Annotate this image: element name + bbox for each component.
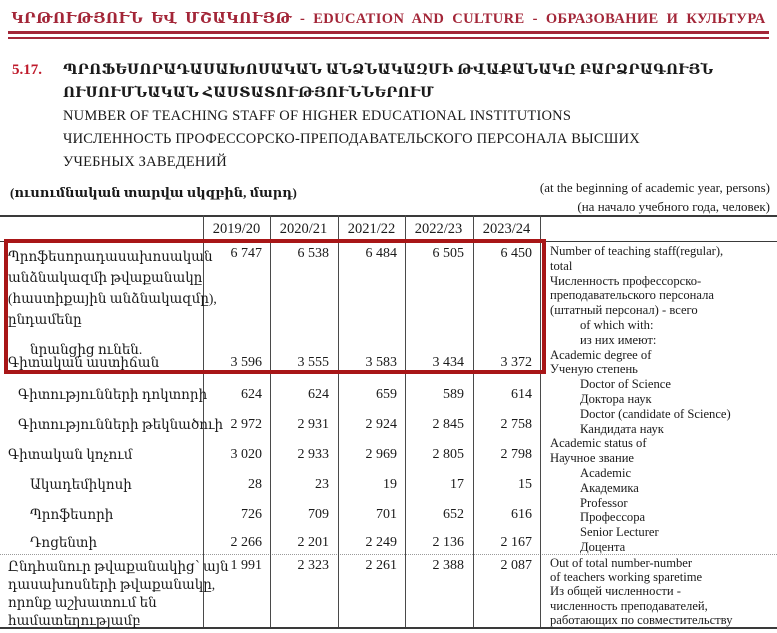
row-label <box>8 558 229 630</box>
desc-line: Академика <box>580 480 639 495</box>
cell-value: 23 <box>315 477 329 492</box>
desc-line: работающих по совместительству <box>550 612 733 627</box>
row-label-line: անձնակազմի թվաքանակը <box>8 270 203 285</box>
cell-value: 659 <box>376 387 397 402</box>
desc-line: Doctor (candidate of Science) <box>580 406 731 421</box>
cell-value: 6 484 <box>365 246 397 261</box>
cell-value: 652 <box>443 507 464 522</box>
desc-line: Doctor of Science <box>580 377 671 392</box>
row-label-line: Պրոֆեսորադասախոսական <box>8 249 213 264</box>
row-label-line: (հաստիքային անձնակազմը), <box>8 291 217 306</box>
row-label: Ակադեմիկոսի <box>30 477 132 492</box>
cell-value: 6 538 <box>297 246 329 261</box>
cell-value: 2 167 <box>500 535 532 550</box>
cell-value: 3 555 <box>297 355 329 370</box>
cell-value: 2 798 <box>500 447 532 462</box>
cell-value: 614 <box>511 387 532 402</box>
desc-line: преподавательского персонала <box>550 288 714 303</box>
desc-line: Ученую степень <box>550 362 638 377</box>
title-russian-line1: ЧИСЛЕННОСТЬ ПРОФЕССОРСКО-ПРЕПОДАВАТЕЛЬСКОГО ПЕРСОНАЛА ВЫСШИХ <box>63 131 640 147</box>
cell-value: 2 261 <box>365 558 397 573</box>
cell-value: 2 266 <box>230 535 262 550</box>
desc-line: Доктора наук <box>580 391 652 406</box>
desc-line: Научное звание <box>550 451 635 466</box>
row-label-line: համատեղությամբ <box>8 613 141 628</box>
unit-note-english: (at the beginning of academic year, persons) <box>539 180 770 195</box>
year-header: 2023/24 <box>482 221 531 237</box>
cell-value: 28 <box>248 477 262 492</box>
cell-value: 2 087 <box>500 558 532 573</box>
cell-value: 701 <box>376 507 397 522</box>
highlight-rectangle <box>4 239 546 374</box>
cell-value: 3 596 <box>230 355 262 370</box>
desc-line: total <box>550 258 573 273</box>
cell-value: 2 933 <box>297 447 329 462</box>
table-top-border <box>0 215 777 217</box>
cell-value: 2 249 <box>365 535 397 550</box>
cell-value: 2 969 <box>365 447 397 462</box>
cell-value: 1 991 <box>230 558 262 573</box>
row-label: Դոցենտի <box>30 535 98 550</box>
cell-value: 624 <box>241 387 262 402</box>
desc-line: Professor <box>580 495 628 510</box>
cell-value: 2 388 <box>432 558 464 573</box>
cell-value: 19 <box>383 477 397 492</box>
cell-value: 3 020 <box>230 447 262 462</box>
row-label: Գիտական աստիճան <box>8 355 160 370</box>
row-label: Գիտական կոչում <box>8 447 133 462</box>
desc-line: Численность профессорско- <box>550 273 702 288</box>
header-rule-thin <box>8 37 769 39</box>
cell-value: 726 <box>241 507 262 522</box>
cell-value: 2 323 <box>297 558 329 573</box>
desc-line: Профессора <box>580 510 646 525</box>
desc-line: Academic <box>580 465 632 480</box>
desc-line: Academic status of <box>550 436 647 451</box>
row-label-line: որոնք աշխատում են <box>8 595 157 610</box>
cell-value: 2 805 <box>432 447 464 462</box>
row-label: Պրոֆեսորի <box>30 507 114 522</box>
desc-line: численность преподавателей, <box>550 598 708 613</box>
row-label: Գիտությունների դոկտորի <box>18 387 208 402</box>
title-armenian-line1: ՊՐՈՖԵՍՈՐԱԴԱՍԱԽՈՍԱԿԱՆ ԱՆՁՆԱԿԱԶՄԻ ԹՎԱՔԱՆԱԿԸ ԲԱՐՁՐԱԳՈՒՅՆ <box>63 63 714 78</box>
desc-line: из них имеют: <box>580 332 657 347</box>
row-label-line: Ընդհանուր թվաքանակից՝ այն <box>8 559 229 574</box>
cell-value: 6 505 <box>432 246 464 261</box>
desc-line: Academic degree of <box>550 347 652 362</box>
row-label-line: դասախոսների թվաքանակը, <box>8 577 216 592</box>
cell-value: 2 845 <box>432 417 464 432</box>
row-label-line: ընդամենը <box>8 312 82 327</box>
cell-value: 2 136 <box>432 535 464 550</box>
cell-value: 616 <box>511 507 532 522</box>
desc-line: Number of teaching staff(regular), <box>550 244 724 258</box>
cell-value: 17 <box>450 477 464 492</box>
year-header: 2021/22 <box>347 221 396 237</box>
desc-line: Senior Lecturer <box>580 525 659 540</box>
cell-value: 589 <box>443 387 464 402</box>
year-header: 2020/21 <box>279 221 328 237</box>
description-column-last <box>550 556 774 627</box>
cell-value: 15 <box>518 477 532 492</box>
desc-line: Доцента <box>580 539 626 554</box>
year-header: 2019/20 <box>212 221 261 237</box>
cell-value: 2 924 <box>365 417 397 432</box>
section-number: 5.17. <box>12 62 42 78</box>
chapter-header: ԿՐԹՈՒԹՅՈՒՆ ԵՎ ՄՇԱԿՈՒՅԹ - EDUCATION AND CULTURE - ОБРАЗОВАНИЕ И КУЛЬТУРА <box>11 11 766 27</box>
cell-value: 709 <box>308 507 329 522</box>
header-rule-thick <box>8 31 769 34</box>
cell-value: 6 747 <box>230 246 262 261</box>
cell-value: 3 434 <box>432 355 464 370</box>
cell-value: 2 931 <box>297 417 329 432</box>
subnote-of-which: նրանցից ունեն. <box>30 342 143 357</box>
desc-line: of which with: <box>580 317 654 332</box>
desc-line: Из общей численности - <box>550 584 681 599</box>
cell-value: 3 372 <box>500 355 532 370</box>
cell-value: 624 <box>308 387 329 402</box>
unit-note-russian: (на начало учебного года, человек) <box>577 199 770 214</box>
title-russian-line2: УЧЕБНЫХ ЗАВЕДЕНИЙ <box>63 154 227 170</box>
cell-value: 2 758 <box>500 417 532 432</box>
description-column <box>550 244 774 555</box>
row-label: Գիտությունների թեկնածուի <box>18 417 224 432</box>
cell-value: 3 583 <box>365 355 397 370</box>
desc-line: Out of total number-number <box>550 556 693 570</box>
cell-value: 2 201 <box>297 535 329 550</box>
title-armenian-line2: ՈՒՍՈՒՄՆԱԿԱՆ ՀԱՍՏԱՏՈՒԹՅՈՒՆՆԵՐՈՒՄ <box>63 86 435 101</box>
title-english: NUMBER OF TEACHING STAFF OF HIGHER EDUCATIONAL INSTITUTIONS <box>63 108 572 124</box>
year-header: 2022/23 <box>414 221 463 237</box>
cell-value: 6 450 <box>500 246 532 261</box>
desc-line: of teachers working sparetime <box>550 570 703 585</box>
desc-line: (штатный персонал) - всего <box>550 303 698 318</box>
cell-value: 2 972 <box>230 417 262 432</box>
unit-note-armenian: (ուսումնական տարվա սկզբին, մարդ) <box>10 185 297 200</box>
desc-line: Кандидата наук <box>580 421 664 436</box>
